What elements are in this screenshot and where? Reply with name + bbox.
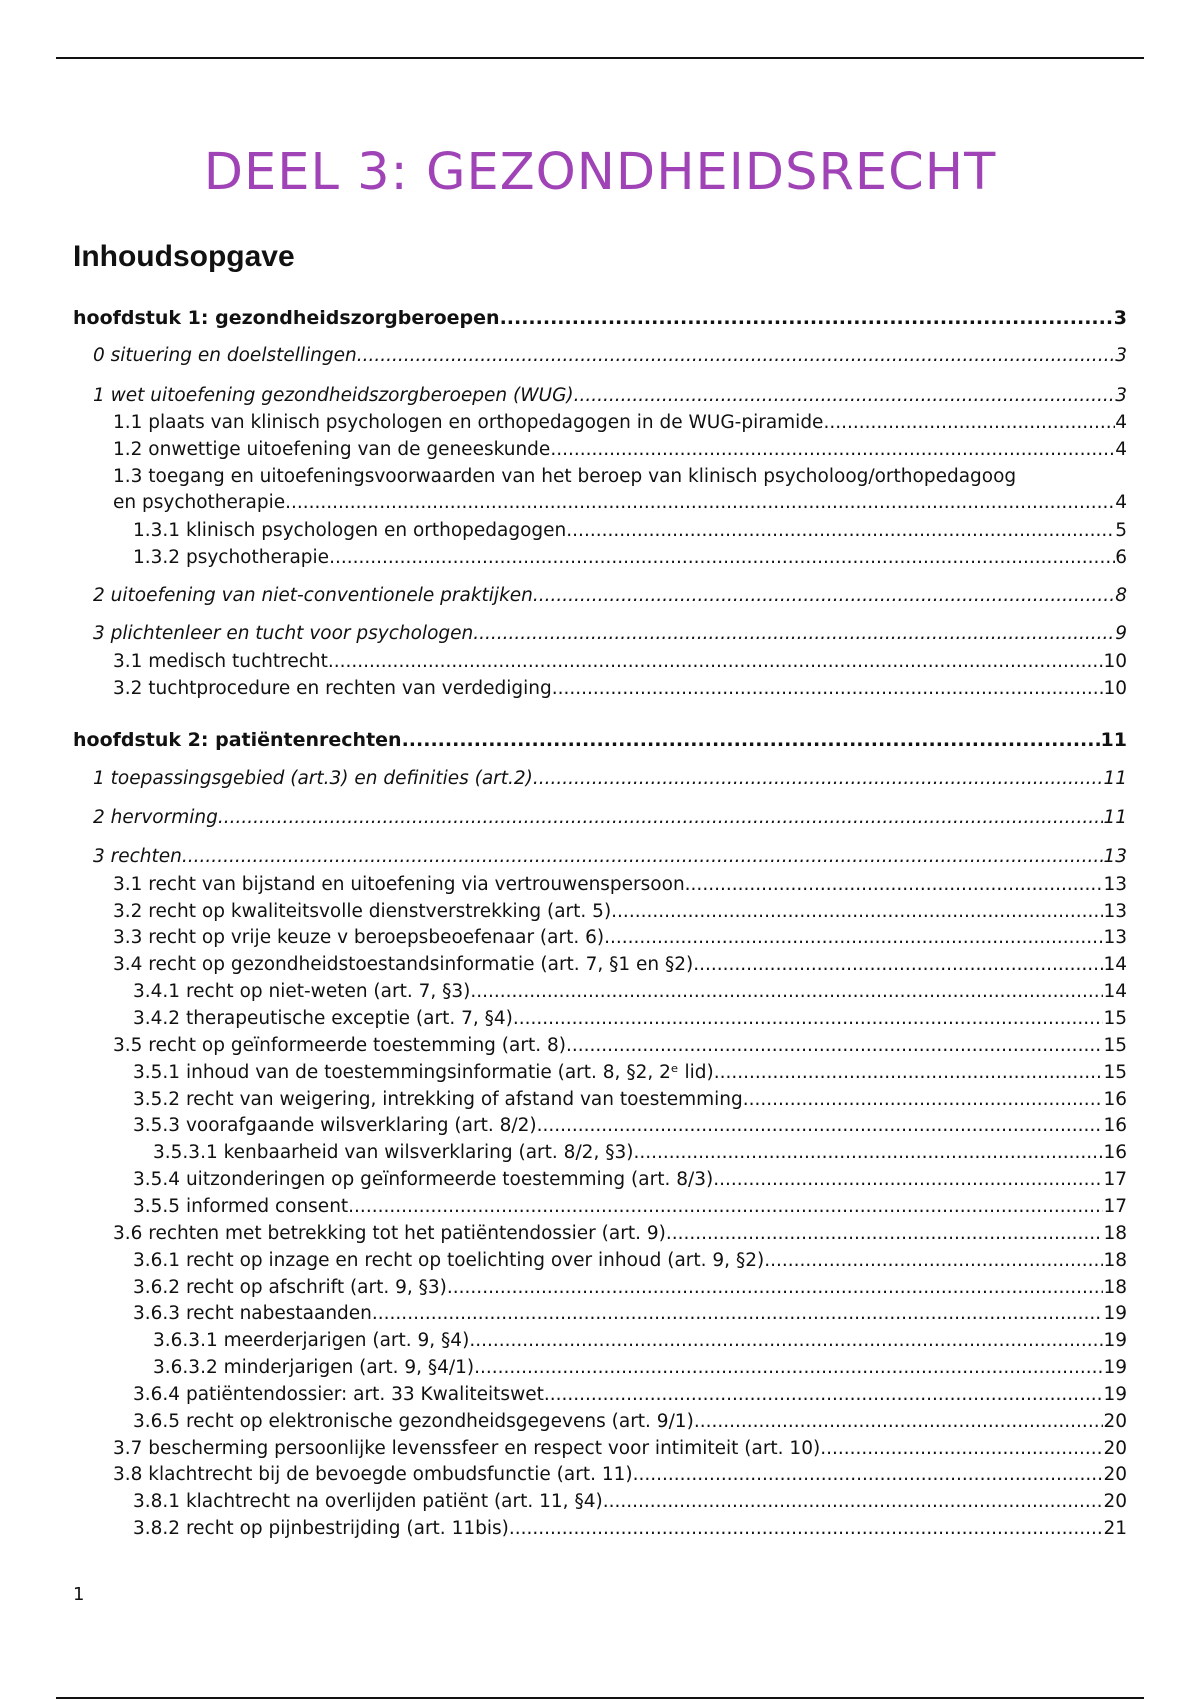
toc-entry-page: 16 (1103, 1089, 1127, 1110)
toc-leader (611, 900, 1103, 924)
toc-leader (509, 1517, 1104, 1541)
toc-entry-text: 3.3 recht op vrije keuze v beroepsbeoefenaar (art. 6) (113, 927, 605, 948)
toc-entry-text: 3.5.3.1 kenbaarheid van wilsverklaring (art. 8/2, §3) (153, 1142, 634, 1163)
toc-entry[interactable] (153, 1356, 1127, 1380)
toc-entry-text: 3.6 rechten met betrekking tot het patiëntendossier (art. 9) (113, 1223, 666, 1244)
toc-entry[interactable] (73, 306, 1127, 330)
toc-entry-page: 5 (1115, 520, 1127, 541)
toc-entry-page: 20 (1103, 1411, 1127, 1432)
toc-entry-page: 15 (1103, 1035, 1127, 1056)
toc-entry[interactable] (133, 1276, 1127, 1300)
toc-entry-page: 17 (1103, 1169, 1127, 1190)
document-title: DEEL 3: GEZONDHEIDSRECHT (203, 143, 997, 202)
toc-entry-page: 10 (1103, 678, 1127, 699)
toc-entry-page: 14 (1103, 954, 1127, 975)
toc-entry-page: 4 (1115, 439, 1127, 460)
toc-entry-page: 9 (1115, 623, 1127, 644)
toc-entry-text: 0 situering en doelstellingen (93, 345, 357, 366)
toc-entry-page: 18 (1103, 1250, 1127, 1271)
toc-entry[interactable] (133, 546, 1127, 570)
toc-leader (218, 806, 1104, 830)
toc-entry[interactable] (113, 677, 1127, 701)
toc-entry-page: 3 (1115, 385, 1127, 406)
toc-entry[interactable] (133, 1061, 1127, 1085)
toc-entry-text: 3.2 recht op kwaliteitsvolle dienstverstrekking (art. 5) (113, 901, 612, 922)
toc-leader (500, 306, 1114, 330)
toc-entry-page: 14 (1103, 981, 1127, 1002)
toc-entry-text: 3.6.2 recht op afschrift (art. 9, §3) (133, 1277, 447, 1298)
toc-entry-text: 3.5 recht op geïnformeerde toestemming (art. 8) (113, 1035, 566, 1056)
toc-entry[interactable] (133, 1490, 1127, 1514)
toc-leader (348, 1195, 1103, 1219)
toc-entry[interactable] (93, 767, 1127, 791)
toc-entry-page: 15 (1103, 1008, 1127, 1029)
toc-heading: Inhoudsopgave (73, 240, 295, 273)
toc-entry[interactable] (93, 806, 1127, 830)
toc-leader (182, 845, 1104, 869)
toc-entry-page: 18 (1103, 1223, 1127, 1244)
toc-entry-text: 3.8.2 recht op pijnbestrijding (art. 11bis) (133, 1518, 509, 1539)
toc-leader (402, 728, 1101, 752)
toc-leader (550, 438, 1115, 462)
toc-entry[interactable] (93, 384, 1127, 408)
toc-entry-page: 11 (1100, 729, 1127, 751)
toc-entry-text: 2 uitoefening van niet-conventionele praktijken (93, 585, 533, 606)
toc-leader (552, 677, 1104, 701)
toc-entry[interactable] (133, 1249, 1127, 1273)
bottom-rule (56, 1697, 1144, 1699)
toc-entry[interactable] (113, 926, 1127, 950)
toc-entry[interactable] (133, 1410, 1127, 1434)
toc-entry-text: 1 wet uitoefening gezondheidszorgberoepen (WUG) (93, 385, 574, 406)
toc-entry-text: 3.1 recht van bijstand en uitoefening via vertrouwenspersoon (113, 874, 685, 895)
toc-entry-page: 19 (1103, 1330, 1127, 1351)
toc-entry[interactable] (113, 1034, 1127, 1058)
toc-entry-page: 17 (1103, 1196, 1127, 1217)
toc-entry[interactable] (93, 845, 1127, 869)
toc-leader (713, 1168, 1103, 1192)
toc-entry[interactable] (113, 1437, 1127, 1461)
toc-entry[interactable] (113, 465, 1127, 515)
toc-leader (285, 491, 1115, 515)
toc-entry[interactable] (113, 1222, 1127, 1246)
toc-entry-text: 3.6.1 recht op inzage en recht op toelichting over inhoud (art. 9, §2) (133, 1250, 765, 1271)
toc-entry[interactable] (133, 1168, 1127, 1192)
toc-entry-text: 3.4.2 therapeutische exceptie (art. 7, §4) (133, 1008, 513, 1029)
toc-entry-text-line1: 1.3 toegang en uitoefeningsvoorwaarden van het beroep van klinisch psycholoog/orthopedagoog (113, 466, 1017, 487)
toc-entry[interactable] (73, 728, 1127, 752)
toc-entry-text: 1.3.1 klinisch psychologen en orthopedagogen (133, 520, 567, 541)
toc-leader (566, 1034, 1104, 1058)
toc-entry-text: 1 toepassingsgebied (art.3) en definities (art.2) (93, 768, 533, 789)
toc-entry-text: 3.8 klachtrecht bij de bevoegde ombudsfunctie (art. 11) (113, 1464, 633, 1485)
toc-entry-text: 1.1 plaats van klinisch psychologen en orthopedagogen in de WUG-piramide (113, 412, 824, 433)
toc-entry[interactable] (113, 873, 1127, 897)
toc-leader (329, 546, 1115, 570)
toc-entry-page: 20 (1103, 1491, 1127, 1512)
toc-entry[interactable] (133, 1195, 1127, 1219)
toc-entry[interactable] (93, 584, 1127, 608)
toc-entry[interactable] (113, 900, 1127, 924)
toc-entry-text: 3.8.1 klachtrecht na overlijden patiënt (art. 11, §4) (133, 1491, 603, 1512)
toc-entry[interactable] (93, 344, 1127, 368)
toc-entry[interactable] (113, 411, 1127, 435)
toc-entry-text: hoofdstuk 1: gezondheidszorgberoepen (73, 307, 500, 329)
toc-entry-text: 1.3.2 psychotherapie (133, 547, 330, 568)
toc-entry-page: 8 (1115, 585, 1127, 606)
toc-entry-text: 3.5.3 voorafgaande wilsverklaring (art. 8/2) (133, 1115, 537, 1136)
toc-entry-page: 16 (1103, 1115, 1127, 1136)
toc-entry[interactable] (133, 519, 1127, 543)
toc-entry[interactable] (113, 953, 1127, 977)
toc-leader (372, 1302, 1104, 1326)
toc-entry-text: 3.6.4 patiëntendossier: art. 33 Kwaliteitswet (133, 1384, 544, 1405)
toc-entry-page: 20 (1103, 1464, 1127, 1485)
toc-leader (537, 1114, 1104, 1138)
toc-entry[interactable] (93, 622, 1127, 646)
toc-entry-text: 3.2 tuchtprocedure en rechten van verdediging (113, 678, 552, 699)
top-rule (56, 57, 1144, 59)
toc-leader (694, 1410, 1104, 1434)
toc-entry-page: 20 (1103, 1438, 1127, 1459)
toc-entry-page: 13 (1103, 901, 1127, 922)
toc-leader (823, 411, 1115, 435)
toc-entry-page: 19 (1103, 1357, 1127, 1378)
toc-entry-page: 4 (1115, 412, 1127, 433)
toc-leader (764, 1249, 1103, 1273)
toc-leader (603, 1490, 1104, 1514)
toc-leader (474, 1356, 1103, 1380)
toc-leader (820, 1437, 1103, 1461)
toc-entry-text: 3.5.1 inhoud van de toestemmingsinformatie (art. 8, §2, 2ᵉ lid) (133, 1062, 714, 1083)
toc-leader (604, 926, 1103, 950)
toc-entry-text: 3.5.2 recht van weigering, intrekking of afstand van toestemming (133, 1089, 743, 1110)
toc-leader (533, 767, 1104, 791)
toc-leader (633, 1141, 1103, 1165)
toc-entry-page: 11 (1103, 807, 1127, 828)
toc-entry[interactable] (133, 1517, 1127, 1541)
toc-entry[interactable] (113, 650, 1127, 674)
toc-entry-text: 3.1 medisch tuchtrecht (113, 651, 328, 672)
toc-entry-page: 13 (1103, 927, 1127, 948)
toc-entry-page: 13 (1103, 846, 1127, 867)
toc-entry-page: 15 (1103, 1062, 1127, 1083)
toc-entry-text: 3.5.5 informed consent (133, 1196, 349, 1217)
toc-entry-text: 3 plichtenleer en tucht voor psychologen (93, 623, 474, 644)
toc-leader (470, 980, 1103, 1004)
toc-leader (469, 1329, 1103, 1353)
toc-entry-text: 1.2 onwettige uitoefening van de geneeskunde (113, 439, 551, 460)
toc-entry-text: en psychotherapie (113, 492, 286, 513)
toc-leader (566, 519, 1115, 543)
toc-entry-page: 10 (1103, 651, 1127, 672)
toc-entry-page: 6 (1115, 547, 1127, 568)
toc-entry-text: hoofdstuk 2: patiëntenrechten (73, 729, 402, 751)
toc-entry[interactable] (133, 1114, 1127, 1138)
toc-leader (513, 1007, 1104, 1031)
toc-leader (447, 1276, 1104, 1300)
toc-leader (666, 1222, 1104, 1246)
toc-entry-page: 11 (1103, 768, 1127, 789)
toc-entry[interactable] (133, 1007, 1127, 1031)
toc-entry[interactable] (133, 1302, 1127, 1326)
toc-entry[interactable] (153, 1329, 1127, 1353)
toc-entry-text: 3.4 recht op gezondheidstoestandsinformatie (art. 7, §1 en §2) (113, 954, 694, 975)
toc-leader (357, 344, 1115, 368)
toc-entry[interactable] (133, 1383, 1127, 1407)
toc-leader (533, 584, 1115, 608)
toc-entry-page: 16 (1103, 1142, 1127, 1163)
toc-entry-text: 3.6.3 recht nabestaanden (133, 1303, 372, 1324)
toc-leader (544, 1383, 1104, 1407)
toc-entry-page: 13 (1103, 874, 1127, 895)
toc-entry-text: 2 hervorming (93, 807, 218, 828)
toc-leader (714, 1061, 1104, 1085)
toc-entry-page: 19 (1103, 1303, 1127, 1324)
toc-leader (685, 873, 1104, 897)
toc-entry-page: 19 (1103, 1384, 1127, 1405)
toc-leader (574, 384, 1116, 408)
toc-leader (633, 1463, 1104, 1487)
page-number: 1 (73, 1584, 85, 1605)
toc-entry[interactable] (113, 438, 1127, 462)
toc-entry-page: 18 (1103, 1277, 1127, 1298)
toc-entry-text: 3.4.1 recht op niet-weten (art. 7, §3) (133, 981, 471, 1002)
toc-leader (743, 1088, 1104, 1112)
toc-entry-text: 3 rechten (93, 846, 182, 867)
toc-entry-text: 3.6.3.1 meerderjarigen (art. 9, §4) (153, 1330, 470, 1351)
toc-entry-text: 3.6.5 recht op elektronische gezondheidsgegevens (art. 9/1) (133, 1411, 694, 1432)
toc-entry[interactable] (113, 1463, 1127, 1487)
toc-leader (328, 650, 1104, 674)
toc-entry-page: 3 (1113, 307, 1127, 329)
toc-entry[interactable] (133, 1088, 1127, 1112)
toc-entry-text: 3.7 bescherming persoonlijke levenssfeer en respect voor intimiteit (art. 10) (113, 1438, 821, 1459)
toc-entry[interactable] (153, 1141, 1127, 1165)
toc-leader (693, 953, 1103, 977)
toc-entry-text: 3.5.4 uitzonderingen op geïnformeerde toestemming (art. 8/3) (133, 1169, 714, 1190)
toc-entry-page: 3 (1115, 345, 1127, 366)
toc-entry-text: 3.6.3.2 minderjarigen (art. 9, §4/1) (153, 1357, 475, 1378)
toc-entry-page: 4 (1115, 492, 1127, 513)
toc-leader (473, 622, 1115, 646)
toc-entry-page: 21 (1103, 1518, 1127, 1539)
toc-entry[interactable] (133, 980, 1127, 1004)
